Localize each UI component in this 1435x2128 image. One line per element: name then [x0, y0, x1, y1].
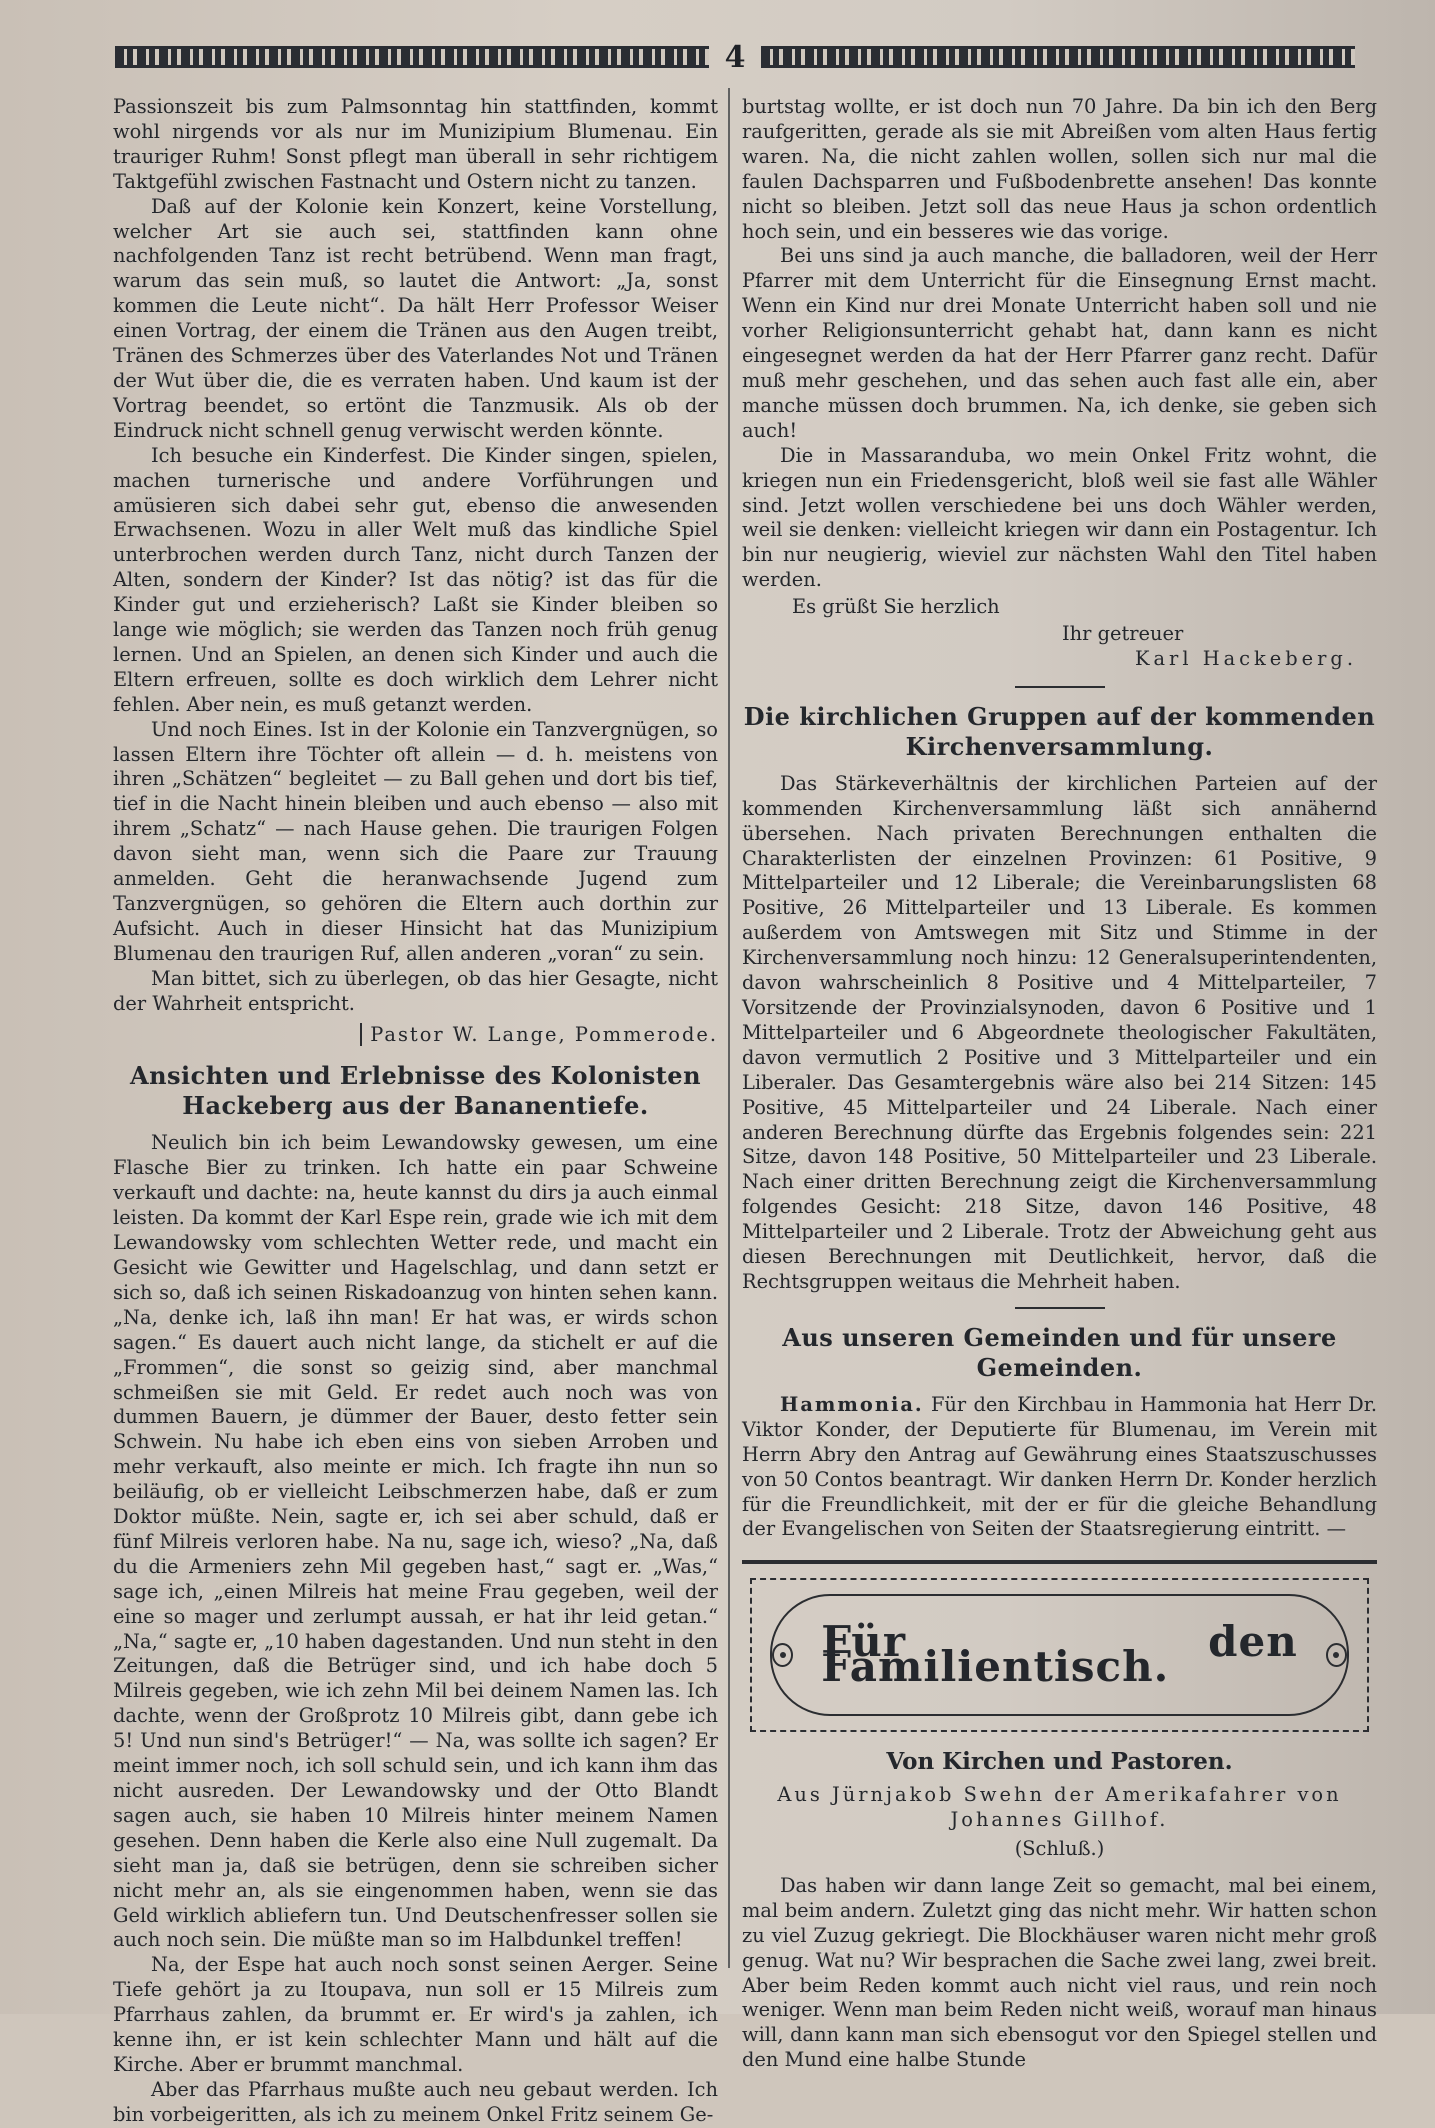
article5-title: Von Kirchen und Pastoren. — [886, 1748, 1233, 1776]
article5-source: Aus Jürnjakob Swehn der Amerikafahrer von Johannes Gillhof. — [777, 1783, 1342, 1832]
header-ornament-right — [761, 46, 1355, 68]
article5-paragraph: Das haben wir dann lange Zeit so gemacht, mal bei einem, mal beim andern. Zuletzt ging das nicht mehr. Wir hatten schon zu viel Zuzug gekriegt. Die Blockhäuser waren nicht mehr groß genug. Wat nu? Wir besprachen die Sache zwei lang, zwei breit. Aber beim Reden kommt auch nicht viel raus, und rein noch weniger. Wenn man beim Reden nicht weiß, worauf man hinaus will, dann kann man sich ebensogut vor den Spiegel stellen und den Mund eine halbe Stunde — [742, 1873, 1377, 2072]
article2-continued-paragraph: burtstag wollte, er ist doch nun 70 Jahre. Da bin ich den Berg raufgeritten, gerade als sie mit Abreißen vom alten Haus fertig waren. Na, die nicht zahlen wollen, sollen sich nur mal die faulen Dachsparren und Fußbodenbrette ansehen! Das konnte nicht so bleiben. Jetzt soll das neue Haus ja schon ordentlich hoch sein, und ein besseres wie das vorige. — [742, 95, 1377, 243]
family-banner-frame — [770, 1594, 1349, 1716]
family-section-banner — [750, 1578, 1369, 1732]
article2-title: Ansichten und Erlebnisse des Kolonisten Hackeberg aus der Bananentiefe. — [129, 1061, 702, 1121]
article1-paragraph: Ich besuche ein Kinderfest. Die Kinder singen, spielen, machen turnerische und andere Vorführungen und amüsieren sich dabei sehr gut, ebenso die anwesenden Erwachsenen. Wozu in aller Welt muß das kindliche Spiel unterbrochen werden durch Tanz, nicht durch Tanzen der Alten, sondern der Kinder? Ist das nötig? ist das für die Kinder gut und erzieherisch? Laßt sie Kinder bleiben so lange wie möglich; sie werden das Tanzen noch früh genug lernen. Und an Spielen, an denen sich Kinder und auch die Eltern erfreuen, sollte es doch wirklich dem Lehrer nicht fehlen. Aber nein, es muß getanzt werden. — [113, 443, 718, 716]
letter-greeting: Es grüßt Sie herzlich — [792, 595, 1000, 619]
section-rule — [1015, 1307, 1105, 1309]
article4-title: Aus unseren Gemeinden und für unsere Gemeinden. — [782, 1322, 1337, 1382]
header-ornament-left — [115, 46, 709, 68]
section-thick-rule — [742, 1560, 1377, 1564]
article1-paragraph: Man bittet, sich zu überlegen, ob das hier Gesagte, nicht der Wahrheit entspricht. — [113, 966, 718, 1015]
column-divider — [728, 88, 730, 1968]
section-rule — [1015, 686, 1105, 688]
letter-signature-name: Karl Hackeberg. — [1135, 646, 1357, 670]
article1-paragraph: Daß auf der Kolonie kein Konzert, keine Vorstellung, welcher Art sie auch sei, stattfinden kann ohne nachfolgenden Tanz ist recht betrübend. Wenn man fragt, warum das sein muß, so lautet die Antwort: „Ja, sonst kommen die Leute nicht“. Da hält Herr Professor Weiser einen Vortrag, der einem die Tränen aus den Augen treibt, Tränen des Schmerzes über des Vaterlandes Not und Tränen der Wut über die, die es verraten haben. Und kaum ist der Vortrag beendet, so ertönt die Tanzmusik. Als ob der Eindruck nicht schnell genug verwischt werden könnte. — [113, 194, 718, 442]
ornament-circle-icon — [772, 1643, 793, 1667]
left-column — [113, 95, 718, 2128]
right-column — [742, 95, 1377, 2073]
article2-continued-paragraph: Die in Massaranduba, wo mein Onkel Fritz wohnt, die kriegen nun ein Friedensgericht, bloß weil sie fast alle Wähler sind. Jetzt wollen verschiedene bei uns doch Wähler werden, weil sie denken: vielleicht kriegen wir dann ein Postagentur. Ich bin nur neugierig, wieviel zur nächsten Wahl den Titel haben werden. — [742, 443, 1377, 592]
article4-paragraph — [742, 1393, 1377, 1542]
article4-lead: Hammonia. — [780, 1392, 924, 1416]
ornament-circle-icon — [1326, 1643, 1347, 1667]
article1-paragraph: Passionszeit bis zum Palmsonntag hin stattfinden, kommt wohl nirgends vor als nur im Munizipium Blumenau. Ein trauriger Ruhm! Sonst pflegt man überall in sehr richtigem Taktgefühl zwischen Fastnacht und Ostern nicht zu tanzen. — [113, 95, 718, 193]
page-number: 4 — [724, 39, 746, 75]
article2-paragraph: Na, der Espe hat auch noch sonst seinen Aerger. Seine Tiefe gehört ja zu Itoupava, nun soll er 15 Milreis zum Pfarrhaus zahlen, da brummt er. Er wird's ja zahlen, ich kenne ihn, er ist kein schlechter Mann und hält auf die Kirche. Aber er brummt manchmal. — [113, 1953, 718, 2076]
article2-paragraph: Aber das Pfarrhaus mußte auch neu gebaut werden. Ich bin vorbeigeritten, als ich zu meinem Onkel Fritz seinem Ge- — [113, 2077, 718, 2126]
article3-paragraph: Das Stärkeverhältnis der kirchlichen Parteien auf der kommenden Kirchenversammlung läßt sich annähernd übersehen. Nach privaten Berechnungen enthalten die Charakterlisten der einzelnen Provinzen: 61 Positive, 9 Mittelparteiler und 12 Liberale; die Vereinbarungslisten 68 Positive, 26 Mittelparteiler und 13 Liberale. Es kommen außerdem von Amtswegen mit Sitz und Stimme in der Kirchenversammlung noch hinzu: 12 Generalsuperintendenten, davon wahrscheinlich 8 Positive und 4 Mittelparteiler, 7 Vorsitzende der Provinzialsynoden, davon 6 Positive und 1 Mittelparteiler und 6 Abgeordnete theologischer Fakultäten, davon vermutlich 2 Positive und 3 Mittelparteiler und ein Liberaler. Das Gesamtergebnis wäre also bei 214 Sitzen: 145 Positive, 45 Mittelparteiler und 24 Liberale. Nach einer anderen Berechnung dürfte das Ergebnis folgendes sein: 221 Sitze, davon 148 Positive, 50 Mittelparteiler und 23 Liberale. Nach einer dritten Berechnung zeigt die Kirchenversammlung folgendes Gesicht: 218 Sitze, davon 146 Positive, 48 Mittelparteiler und 2 Liberale. Trotz der Abweichung geht aus diesen Berechnungen mit Deutlichkeit, hervor, daß die Rechtsgruppen weitaus die Mehrheit haben. — [742, 771, 1377, 1293]
article3-title: Die kirchlichen Gruppen auf der kommenden Kirchenversammlung. — [743, 701, 1376, 761]
family-section-title: Für den Familientisch. — [821, 1617, 1298, 1692]
article1-paragraph: Und noch Eines. Ist in der Kolonie ein Tanzvergnügen, so lassen Eltern ihre Töchter oft allein — d. h. meistens von ihren „Schätzen“ begleitet — zu Ball gehen und dort bis tief, tief in die Nacht hinein bleiben und auch ebenso — also mit ihrem „Schatz“ — nach Hause gehen. Die traurigen Folgen davon sieht man, wenn sich die Paare zur Trauung anmelden. Geht die heranwachsende Jugend zum Tanzvergnügen, so gehören die Eltern auch dorthin zur Aufsicht. Auch in dieser Hinsicht hat das Munizipium Blumenau den traurigen Ruf, allen anderen „voran“ zu sein. — [113, 717, 718, 965]
article4-text: Für den Kirchbau in Hammonia hat Herr Dr. Viktor Konder, der Deputierte für Blumenau, im Verein mit Herrn Abry den Antrag auf Gewährung eines Staatszuschusses von 50 Contos beantragt. Wir danken Herrn Dr. Konder herzlich für die Freundlichkeit, mit der er für die gleiche Behandlung der Evangelischen von Seiten der Staatsregierung eintritt. — — [742, 1392, 1377, 1541]
article1-signature: Pastor W. Lange, Pommerode. — [113, 1023, 718, 1048]
letter-signature-intro: Ihr getreuer — [1062, 622, 1184, 646]
article2-continued-paragraph: Bei uns sind ja auch manche, die balladoren, weil der Herr Pfarrer mit dem Unterricht für die Einsegnung Ernst macht. Wenn ein Kind nur drei Monate Unterricht haben soll und nie vorher Religionsunterricht gehabt hat, dann kann es nicht eingesegnet werden da hat der Herr Pfarrer ganz recht. Dafür muß mehr geschehen, und das sehen auch fast alle ein, aber manche müssen doch brummen. Na, ich denke, sie geben sich auch! — [742, 244, 1377, 442]
article5-conclusion: (Schluß.) — [1014, 1837, 1105, 1861]
article2-paragraph: Neulich bin ich beim Lewandowsky gewesen, um eine Flasche Bier zu trinken. Ich hatte ein paar Schweine verkauft und dachte: na, heute kannst du dirs ja auch einmal leisten. Da kommt der Karl Espe rein, grade wie ich mit dem Lewandowsky vom schlechten Wetter rede, und macht ein Gesicht wie Gewitter und Hagelschlag, und dann setzt er sich so, daß ich seinen Riskadoanzug von hinten sehen kann. „Na, denke ich, laß ihn man! Er hat was, er wirds schon sagen.“ Es dauert auch nicht lange, da stichelt er auf die „Frommen“, die sonst so geizig sind, aber manchmal schmeißen sie mit Geld. Er redet auch noch was von dummen Bauern, je dümmer der Bauer, desto fetter sein Schwein. Nu habe ich eben eins von sieben Arroben und mehr verkauft, also meinte er mich. Ich fragte ihn nun so beiläufig, ob er vielleicht Leibschmerzen habe, daß er zum Doktor müßte. Nein, sagte er, ich sei aber schuld, daß er fünf Milreis verloren habe. Na nu, sage ich, wieso? „Na, daß du die Armeniers zehn Mil gegeben hast,“ sagt er. „Was,“ sage ich, „einen Milreis hat meine Frau gegeben, weil der eine so mager und zerlumpt aussah, er hat ihr leid getan.“ „Na,“ sagte er, „10 haben dagestanden. Und nun steht in den Zeitungen, daß die Betrüger sind, und ich habe doch 5 Milreis gegeben, wie ich zehn Mil bei deinem Namen las. Ich dachte, wenn der Großprotz 10 Milreis gibt, dann gebe ich 5! Und nun sind's Betrüger!“ — Na, was sollte ich sagen? Er meint immer noch, ich soll schuld sein, und ich kann ihm das nicht ausreden. Der Lewandowsky und der Otto Blandt sagen auch, sie haben 10 Milreis hinter meinem Namen gesehen. Denn haben die Kerle also eine Null zugemalt. Da sieht man ja, daß sie betrügen, denn sie schreiben sicher nicht mehr an, als sie eingenommen haben, wenn sie das Geld wirklich abliefern tun. Und Deutschenfresser sollen sie auch noch sein. Die müßte man so im Halbdunkel treffen! — [113, 1131, 718, 1952]
page-header — [115, 39, 1355, 75]
